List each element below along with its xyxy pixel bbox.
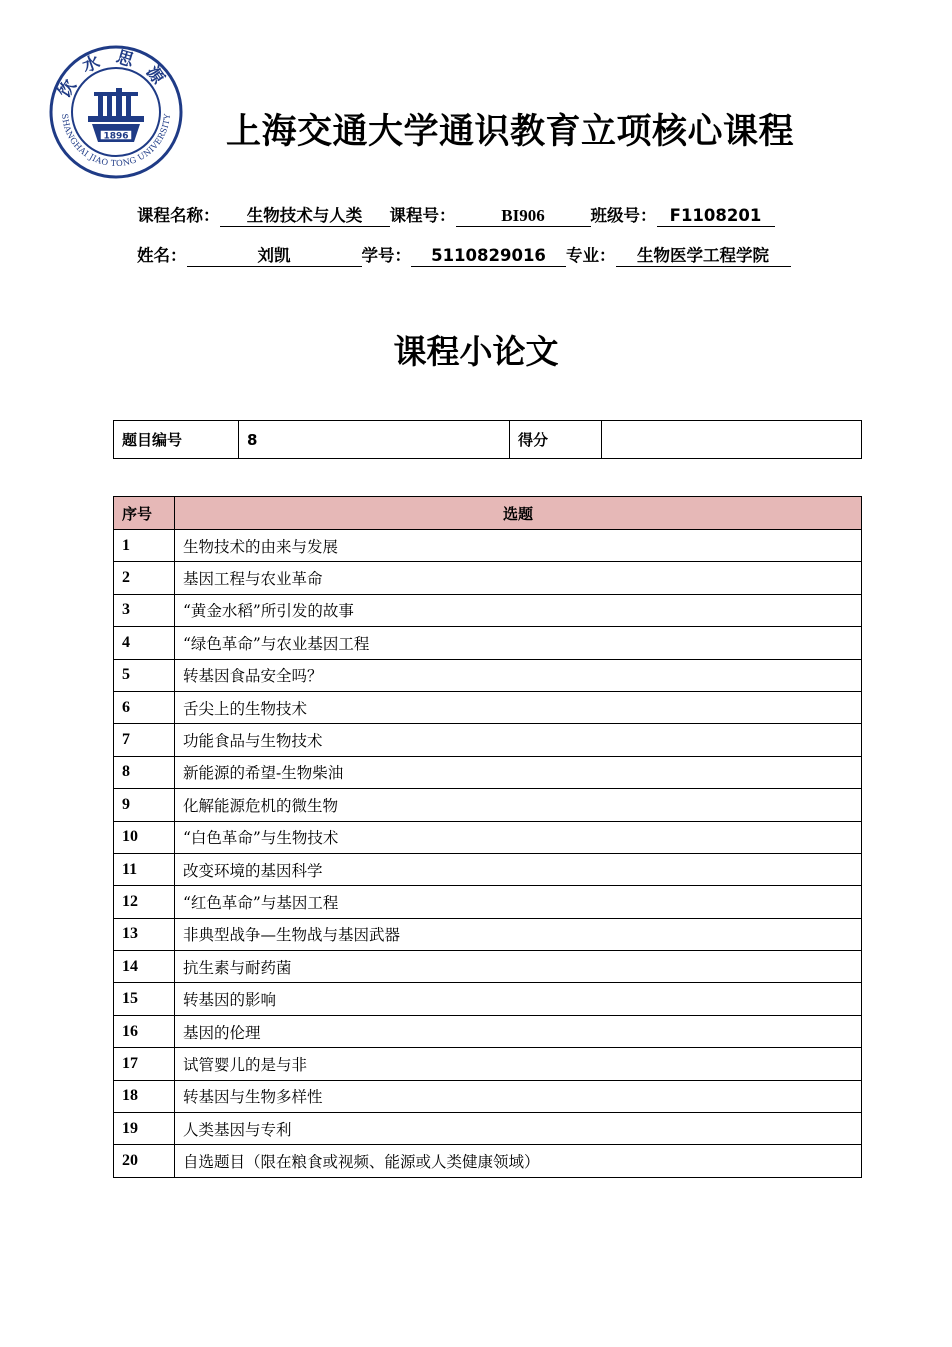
logo-english-text: SHANGHAI JIAO TONG UNIVERSITY bbox=[59, 113, 173, 169]
topic-table-header bbox=[114, 497, 862, 530]
table-row bbox=[114, 1113, 862, 1145]
row-topic: 人类基因与专利 bbox=[175, 1113, 862, 1145]
row-number: 7 bbox=[114, 724, 175, 756]
row-topic: 抗生素与耐药菌 bbox=[175, 951, 862, 983]
course-name-value: 生物技术与人类 bbox=[220, 206, 390, 227]
row-topic: “红色革命”与基因工程 bbox=[175, 886, 862, 918]
student-info-line bbox=[137, 245, 791, 267]
course-no-value: BI906 bbox=[456, 206, 591, 227]
row-topic: “绿色革命”与农业基因工程 bbox=[175, 627, 862, 659]
course-info-line bbox=[137, 205, 775, 227]
row-number: 2 bbox=[114, 562, 175, 594]
table-row bbox=[114, 886, 862, 918]
row-number: 12 bbox=[114, 886, 175, 918]
class-no-value: F1108201 bbox=[657, 206, 775, 227]
row-number: 13 bbox=[114, 918, 175, 950]
student-no-value: 5110829016 bbox=[411, 246, 566, 267]
row-topic: “黄金水稻”所引发的故事 bbox=[175, 594, 862, 626]
table-row bbox=[114, 789, 862, 821]
row-number: 9 bbox=[114, 789, 175, 821]
major-value: 生物医学工程学院 bbox=[616, 246, 791, 267]
table-row bbox=[114, 691, 862, 723]
table-row bbox=[114, 853, 862, 885]
university-logo bbox=[48, 44, 184, 180]
row-number: 3 bbox=[114, 594, 175, 626]
row-number: 17 bbox=[114, 1048, 175, 1080]
row-number: 16 bbox=[114, 1015, 175, 1047]
topic-no-value: 8 bbox=[239, 421, 510, 459]
row-number: 15 bbox=[114, 983, 175, 1015]
row-number: 20 bbox=[114, 1145, 175, 1177]
score-table bbox=[113, 420, 862, 459]
table-row bbox=[114, 530, 862, 562]
table-row bbox=[114, 1080, 862, 1112]
course-name-label: 课程名称： bbox=[137, 206, 220, 225]
document-title: 课程小论文 bbox=[393, 332, 559, 371]
score-table-row bbox=[114, 421, 862, 459]
table-row bbox=[114, 724, 862, 756]
row-topic: 试管婴儿的是与非 bbox=[175, 1048, 862, 1080]
row-topic: 新能源的希望-生物柴油 bbox=[175, 756, 862, 788]
table-row bbox=[114, 659, 862, 691]
topic-table bbox=[113, 496, 862, 1178]
header-title: 上海交通大学通识教育立项核心课程 bbox=[226, 112, 795, 152]
logo-chinese-text: 饮水思源 bbox=[54, 47, 177, 102]
score-label: 得分 bbox=[510, 421, 602, 459]
row-number: 14 bbox=[114, 951, 175, 983]
row-topic: “白色革命”与生物技术 bbox=[175, 821, 862, 853]
table-row bbox=[114, 594, 862, 626]
row-number: 18 bbox=[114, 1080, 175, 1112]
row-number: 8 bbox=[114, 756, 175, 788]
row-number: 4 bbox=[114, 627, 175, 659]
row-number: 10 bbox=[114, 821, 175, 853]
row-topic: 功能食品与生物技术 bbox=[175, 724, 862, 756]
header-number: 序号 bbox=[114, 497, 175, 530]
row-topic: 基因的伦理 bbox=[175, 1015, 862, 1047]
row-topic: 转基因食品安全吗？ bbox=[175, 659, 862, 691]
row-topic: 改变环境的基因科学 bbox=[175, 853, 862, 885]
name-value: 刘凯 bbox=[187, 246, 362, 267]
student-no-label: 学号： bbox=[361, 246, 411, 265]
logo-year: 1896 bbox=[103, 131, 129, 142]
row-number: 6 bbox=[114, 691, 175, 723]
course-no-label: 课程号： bbox=[389, 206, 456, 225]
table-row bbox=[114, 1145, 862, 1177]
table-row bbox=[114, 918, 862, 950]
row-number: 5 bbox=[114, 659, 175, 691]
name-label: 姓名： bbox=[137, 246, 187, 265]
table-row bbox=[114, 1015, 862, 1047]
class-no-label: 班级号： bbox=[590, 206, 657, 225]
table-row bbox=[114, 627, 862, 659]
topic-no-label: 题目编号 bbox=[114, 421, 239, 459]
table-row bbox=[114, 756, 862, 788]
row-number: 11 bbox=[114, 853, 175, 885]
row-topic: 生物技术的由来与发展 bbox=[175, 530, 862, 562]
score-value bbox=[602, 421, 862, 459]
table-row bbox=[114, 562, 862, 594]
header-topic: 选题 bbox=[175, 497, 862, 530]
row-topic: 基因工程与农业革命 bbox=[175, 562, 862, 594]
row-topic: 化解能源危机的微生物 bbox=[175, 789, 862, 821]
row-topic: 自选题目（限在粮食或视频、能源或人类健康领域） bbox=[175, 1145, 862, 1177]
table-row bbox=[114, 951, 862, 983]
table-row bbox=[114, 983, 862, 1015]
row-topic: 非典型战争—生物战与基因武器 bbox=[175, 918, 862, 950]
table-row bbox=[114, 1048, 862, 1080]
row-topic: 转基因与生物多样性 bbox=[175, 1080, 862, 1112]
table-row bbox=[114, 821, 862, 853]
major-label: 专业： bbox=[566, 246, 616, 265]
row-topic: 转基因的影响 bbox=[175, 983, 862, 1015]
row-topic: 舌尖上的生物技术 bbox=[175, 691, 862, 723]
row-number: 1 bbox=[114, 530, 175, 562]
row-number: 19 bbox=[114, 1113, 175, 1145]
